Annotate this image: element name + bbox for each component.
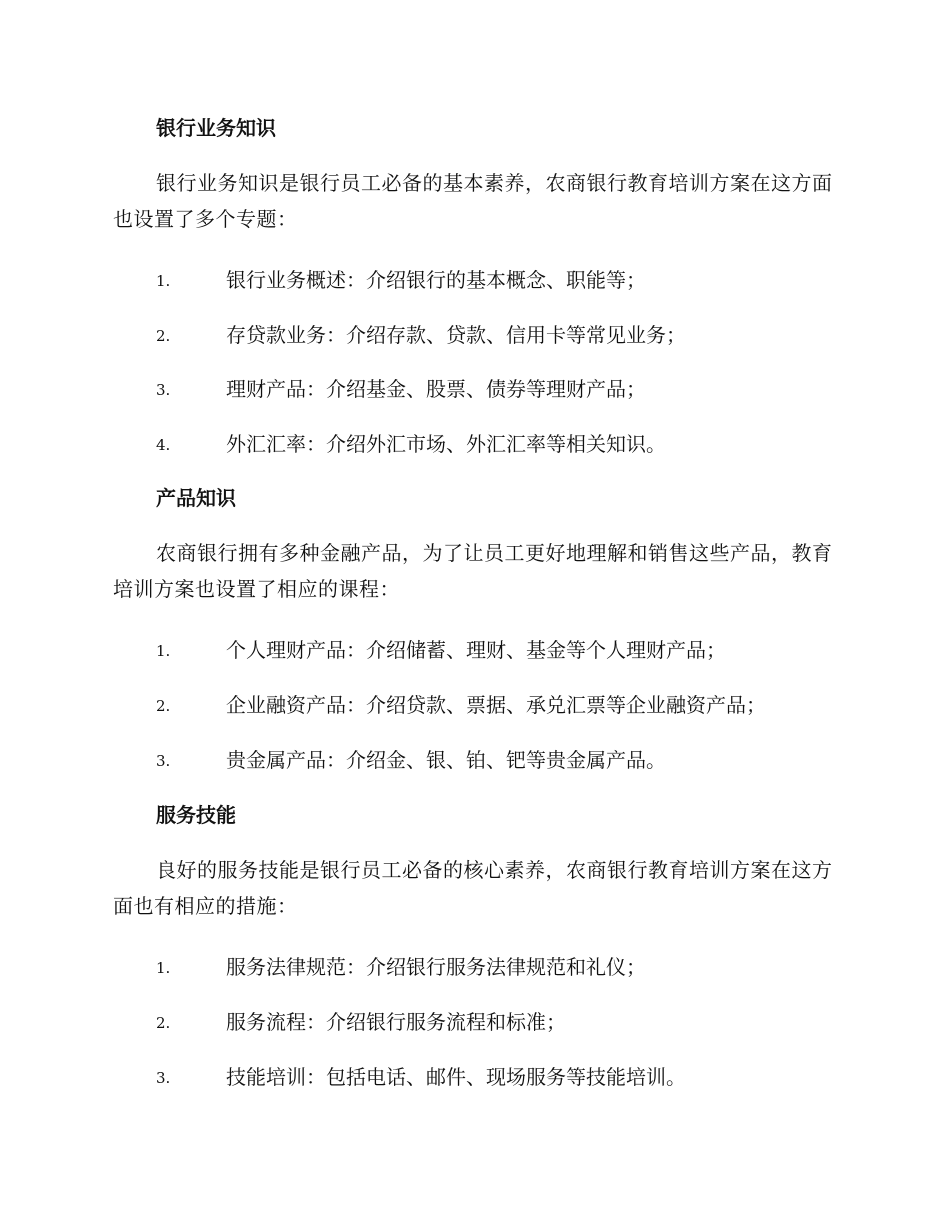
list-item-text: 服务流程：介绍银行服务流程和标准； bbox=[226, 1010, 566, 1034]
list-item-number: 2. bbox=[156, 327, 171, 345]
section-intro: 良好的服务技能是银行员工必备的核心素养，农商银行教育培训方案在这方面也有相应的措施： bbox=[113, 858, 833, 918]
section-heading: 银行业务知识 bbox=[156, 116, 276, 140]
list-item bbox=[156, 952, 836, 982]
list-item-text: 企业融资产品：介绍贷款、票据、承兑汇票等企业融资产品； bbox=[226, 693, 766, 717]
list-item bbox=[156, 1007, 836, 1037]
list-item-text: 服务法律规范：介绍银行服务法律规范和礼仪； bbox=[226, 955, 646, 979]
section-intro: 农商银行拥有多种金融产品，为了让员工更好地理解和销售这些产品，教育培训方案也设置了相应的课程： bbox=[113, 541, 833, 601]
list-item-text: 贵金属产品：介绍金、银、铂、钯等贵金属产品。 bbox=[226, 748, 666, 772]
list-item bbox=[156, 320, 836, 350]
list-item-number: 3. bbox=[156, 381, 171, 399]
section-heading: 服务技能 bbox=[156, 803, 236, 827]
list-item bbox=[156, 429, 836, 459]
list-item bbox=[156, 265, 836, 295]
section-heading: 产品知识 bbox=[156, 486, 236, 510]
list-item-number: 2. bbox=[156, 1014, 171, 1032]
list-item-number: 3. bbox=[156, 752, 171, 770]
list-item-number: 3. bbox=[156, 1069, 171, 1087]
list-item bbox=[156, 745, 836, 775]
list-item bbox=[156, 635, 836, 665]
list-item-number: 4. bbox=[156, 436, 171, 454]
list-item-number: 2. bbox=[156, 697, 171, 715]
list-item bbox=[156, 1062, 836, 1092]
list-item-text: 技能培训：包括电话、邮件、现场服务等技能培训。 bbox=[226, 1065, 686, 1089]
section-intro: 银行业务知识是银行员工必备的基本素养，农商银行教育培训方案在这方面也设置了多个专题： bbox=[113, 171, 833, 231]
list-item-text: 存贷款业务：介绍存款、贷款、信用卡等常见业务； bbox=[226, 323, 686, 347]
list-item bbox=[156, 374, 836, 404]
list-item-number: 1. bbox=[156, 642, 171, 660]
list-item-text: 外汇汇率：介绍外汇市场、外汇汇率等相关知识。 bbox=[226, 432, 666, 456]
list-item-number: 1. bbox=[156, 272, 171, 290]
list-item-text: 个人理财产品：介绍储蓄、理财、基金等个人理财产品； bbox=[226, 638, 726, 662]
list-item bbox=[156, 690, 836, 720]
list-item-text: 理财产品：介绍基金、股票、债券等理财产品； bbox=[226, 377, 646, 401]
list-item-text: 银行业务概述：介绍银行的基本概念、职能等； bbox=[226, 268, 646, 292]
list-item-number: 1. bbox=[156, 959, 171, 977]
